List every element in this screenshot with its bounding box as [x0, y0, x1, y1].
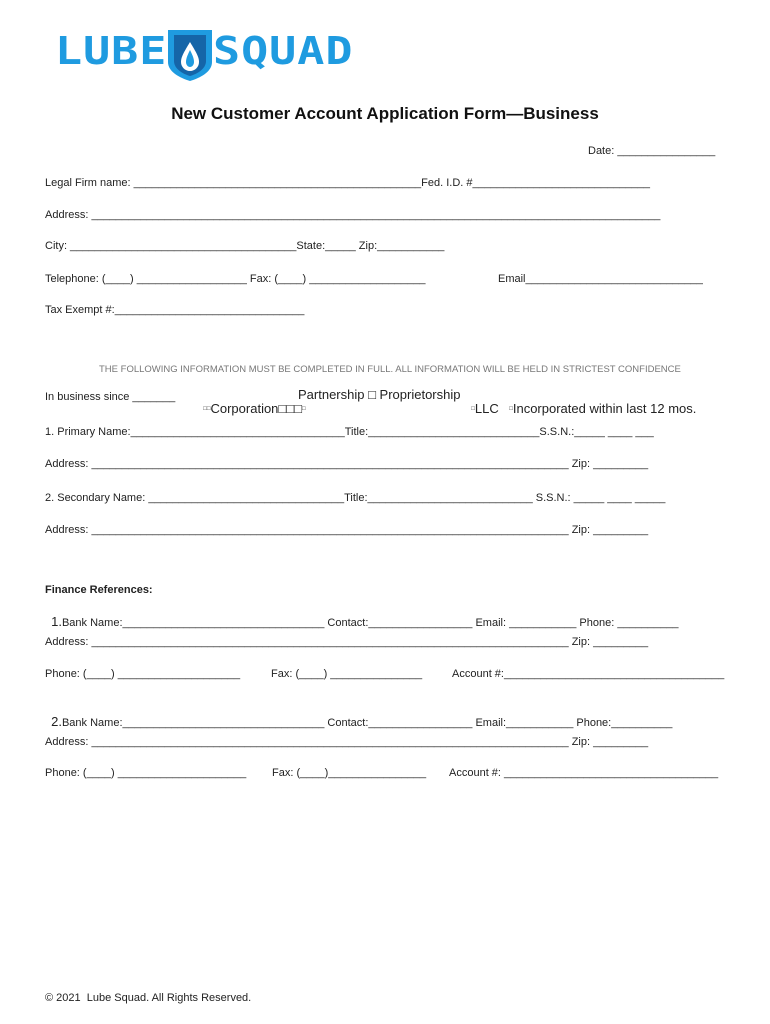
- date-field[interactable]: Date: ________________: [588, 145, 716, 157]
- bank2-address-field[interactable]: Address: ______________________________________________________________________________ Zip: _________: [45, 736, 649, 748]
- primary-name-field[interactable]: 1. Primary Name:___________________________________Title:____________________________S.S.N.:_____ ____ ___: [45, 426, 654, 438]
- logo-word-lube: LUBE: [55, 28, 168, 74]
- primary-address-field[interactable]: Address: ______________________________________________________________________________ Zip: _________: [45, 458, 649, 470]
- bank1-address-field[interactable]: Address: ______________________________________________________________________________ Zip: _________: [45, 636, 649, 648]
- form-title: New Customer Account Application Form—Business: [171, 104, 599, 123]
- bank1-number: 1.: [51, 614, 62, 629]
- bank1-fields[interactable]: Bank Name:_________________________________ Contact:_________________ Email: ___________ Phone: __________: [61, 617, 679, 629]
- bank1-account-field[interactable]: Account #:____________________________________: [452, 668, 725, 680]
- bank2-row[interactable]: [45, 701, 672, 730]
- finance-references-heading: Finance References:: [45, 584, 153, 596]
- bank2-fields[interactable]: Bank Name:_________________________________ Contact:_________________ Email:___________ Phone:__________: [61, 717, 673, 729]
- in-business-since-field[interactable]: In business since _______: [45, 391, 176, 403]
- corporation-label: Corporation□□□: [210, 401, 302, 416]
- checkbox-icon: □: [301, 406, 306, 412]
- secondary-name-field[interactable]: 2. Secondary Name: ________________________________Title:___________________________ S.S.N.: _____ ____ _____: [45, 492, 666, 504]
- email-field[interactable]: Email_____________________________: [498, 273, 703, 285]
- llc-label: LLC: [474, 401, 499, 416]
- lube-squad-logo: [55, 28, 355, 82]
- city-state-zip-field[interactable]: City: _____________________________________State:_____ Zip:___________: [45, 240, 445, 252]
- bank2-phone-field[interactable]: Phone: (____) _____________________: [45, 767, 247, 779]
- bank1-phone-field[interactable]: Phone: (____) ____________________: [45, 668, 241, 680]
- oil-drop-shield-icon: [166, 28, 214, 82]
- bank2-number: 2.: [51, 714, 62, 729]
- secondary-address-field[interactable]: Address: ______________________________________________________________________________ Zip: _________: [45, 524, 649, 536]
- bank2-fax-field[interactable]: Fax: (____)________________: [272, 767, 427, 779]
- llc-option[interactable]: [464, 388, 499, 416]
- confidentiality-notice: THE FOLLOWING INFORMATION MUST BE COMPLETED IN FULL. ALL INFORMATION WILL BE HELD IN STRICTEST CONFIDENCE: [99, 364, 681, 375]
- telephone-fax-field[interactable]: Telephone: (____) __________________ Fax: (____) ___________________: [45, 273, 426, 285]
- bank1-row[interactable]: [45, 601, 679, 630]
- checkbox-icon: □□: [203, 406, 211, 412]
- checkbox-icon: □: [509, 406, 513, 412]
- partnership-proprietorship-option[interactable]: Partnership □ Proprietorship: [298, 387, 461, 402]
- bank1-fax-field[interactable]: Fax: (____) _______________: [271, 668, 423, 680]
- corporation-option[interactable]: [196, 388, 306, 416]
- bank2-account-field[interactable]: Account #: ___________________________________: [449, 767, 719, 779]
- copyright-footer: © 2021 Lube Squad. All Rights Reserved.: [45, 992, 252, 1004]
- checkbox-icon: □: [471, 406, 475, 412]
- legal-firm-name-field[interactable]: Legal Firm name: _______________________________________________Fed. I.D. #_____________________________: [45, 177, 650, 189]
- tax-exempt-field[interactable]: Tax Exempt #:_______________________________: [45, 304, 305, 316]
- logo-word-squad: SQUAD: [213, 28, 354, 74]
- address-field[interactable]: Address: _____________________________________________________________________________________________: [45, 209, 661, 221]
- incorporated-label: Incorporated within last 12 mos.: [512, 401, 697, 416]
- incorporated-recently-option[interactable]: [502, 388, 696, 416]
